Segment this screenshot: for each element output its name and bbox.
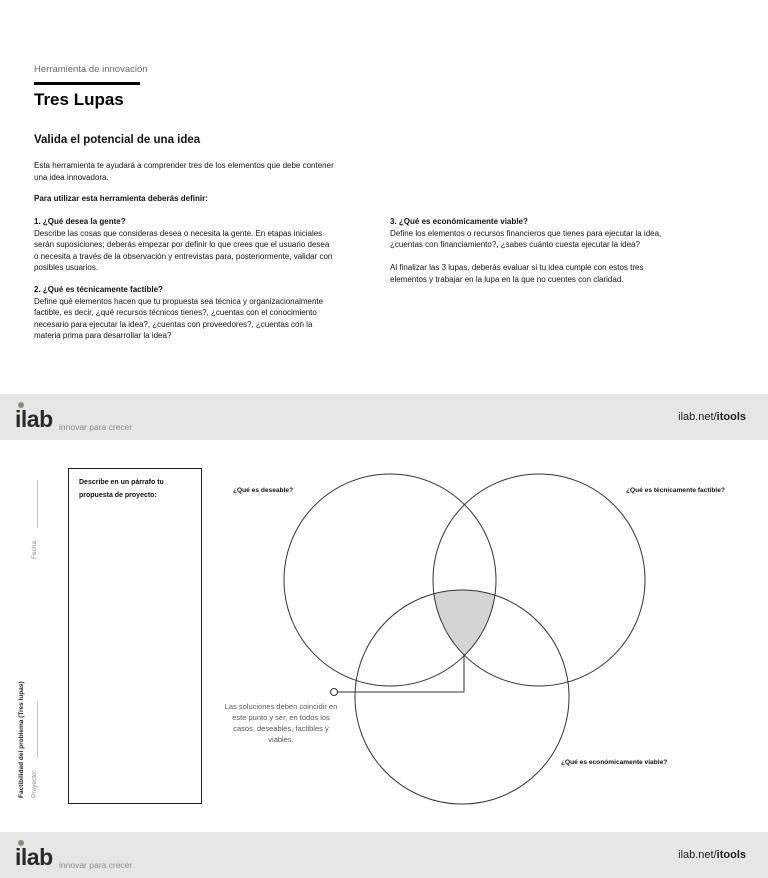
logo-tagline: innovar para crecer — [59, 860, 133, 870]
brand-band-top — [0, 394, 768, 440]
pointer-line — [337, 654, 464, 692]
logo-wordmark: ilab — [15, 844, 53, 870]
pointer-dot-icon — [331, 689, 338, 696]
project-label: Proyecto: — [31, 770, 38, 798]
section-heading: 2. ¿Qué es técnicamente factible? — [34, 285, 163, 294]
intersection-note: Las soluciones deben coincidir en este punto y ser, en todos los casos, deseables, factibles y viables. — [224, 702, 338, 744]
description-prompt: Describe en un párrafo tu propuesta de proyecto: — [79, 479, 164, 499]
date-label: Fecha: — [31, 539, 38, 559]
logo-tagline: innovar para crecer — [59, 422, 133, 432]
page-title: Tres Lupas — [34, 90, 124, 109]
viable-label: ¿Qué es económicamente viable? — [561, 759, 668, 766]
intersection-area — [355, 590, 569, 804]
site-suffix: itools — [716, 849, 746, 861]
worksheet-side-title: Factibilidad del problema (Tres lupas) — [18, 681, 25, 798]
section-body: Define qué elementos hacen que tu propuesta sea técnica y organizacionalmente factible, es decir, ¿qué recursos técnicos tienes?, ¿cuentas con el conocimiento necesario para ejecutar la idea?, ¿cuentas con proveedores?, ¿cuentas con la materia prima para desarrollar la idea? — [34, 296, 324, 341]
desirable-label: ¿Qué es deseable? — [233, 487, 294, 494]
brand-band-bottom — [0, 832, 768, 878]
section-heading: 1. ¿Qué desea la gente? — [34, 217, 126, 226]
tool-category: Herramienta de innovación — [34, 64, 148, 75]
section-people-desire — [34, 216, 334, 274]
section-economic-viability — [390, 216, 690, 251]
site-link[interactable] — [678, 849, 746, 861]
site-prefix: ilab.net/ — [678, 411, 717, 423]
site-link[interactable] — [678, 411, 746, 423]
section-body: Define los elementos o recursos financieros que tienes para ejecutar la idea, ¿cuentas con financiamiento?, ¿sabes cuánto cuesta ejecutar la idea? — [390, 228, 662, 250]
logo-wordmark: ilab — [15, 406, 53, 432]
final-note: Al finalizar las 3 lupas, deberás evaluar si tu idea cumple con estos tres elementos y trabajar en la lupa en la que no cuentes con claridad. — [390, 263, 644, 284]
section-heading: 3. ¿Qué es económicamente viable? — [390, 217, 528, 226]
intro-paragraph: Esta herramienta te ayudará a comprender tres de los elementos que debe contener una idea innovadora. — [34, 161, 334, 182]
site-prefix: ilab.net/ — [678, 849, 717, 861]
page-subtitle: Valida el potencial de una idea — [34, 134, 201, 146]
instructions-heading: Para utilizar esta herramienta deberás definir: — [34, 194, 208, 203]
site-suffix: itools — [716, 411, 746, 423]
section-technical-feasibility — [34, 284, 334, 342]
title-rule — [34, 82, 140, 85]
section-body: Describe las cosas que consideras desea o necesita la gente. En etapas iniciales serán suposiciones; deberás empezar por definir lo que crees que el usuario desea o necesita a través de la observación y entrevistas para, posteriormente, validar con posibles usuarios. — [34, 228, 333, 273]
feasible-label: ¿Qué es técnicamente factible? — [626, 487, 725, 494]
three-lenses-venn — [0, 440, 768, 832]
